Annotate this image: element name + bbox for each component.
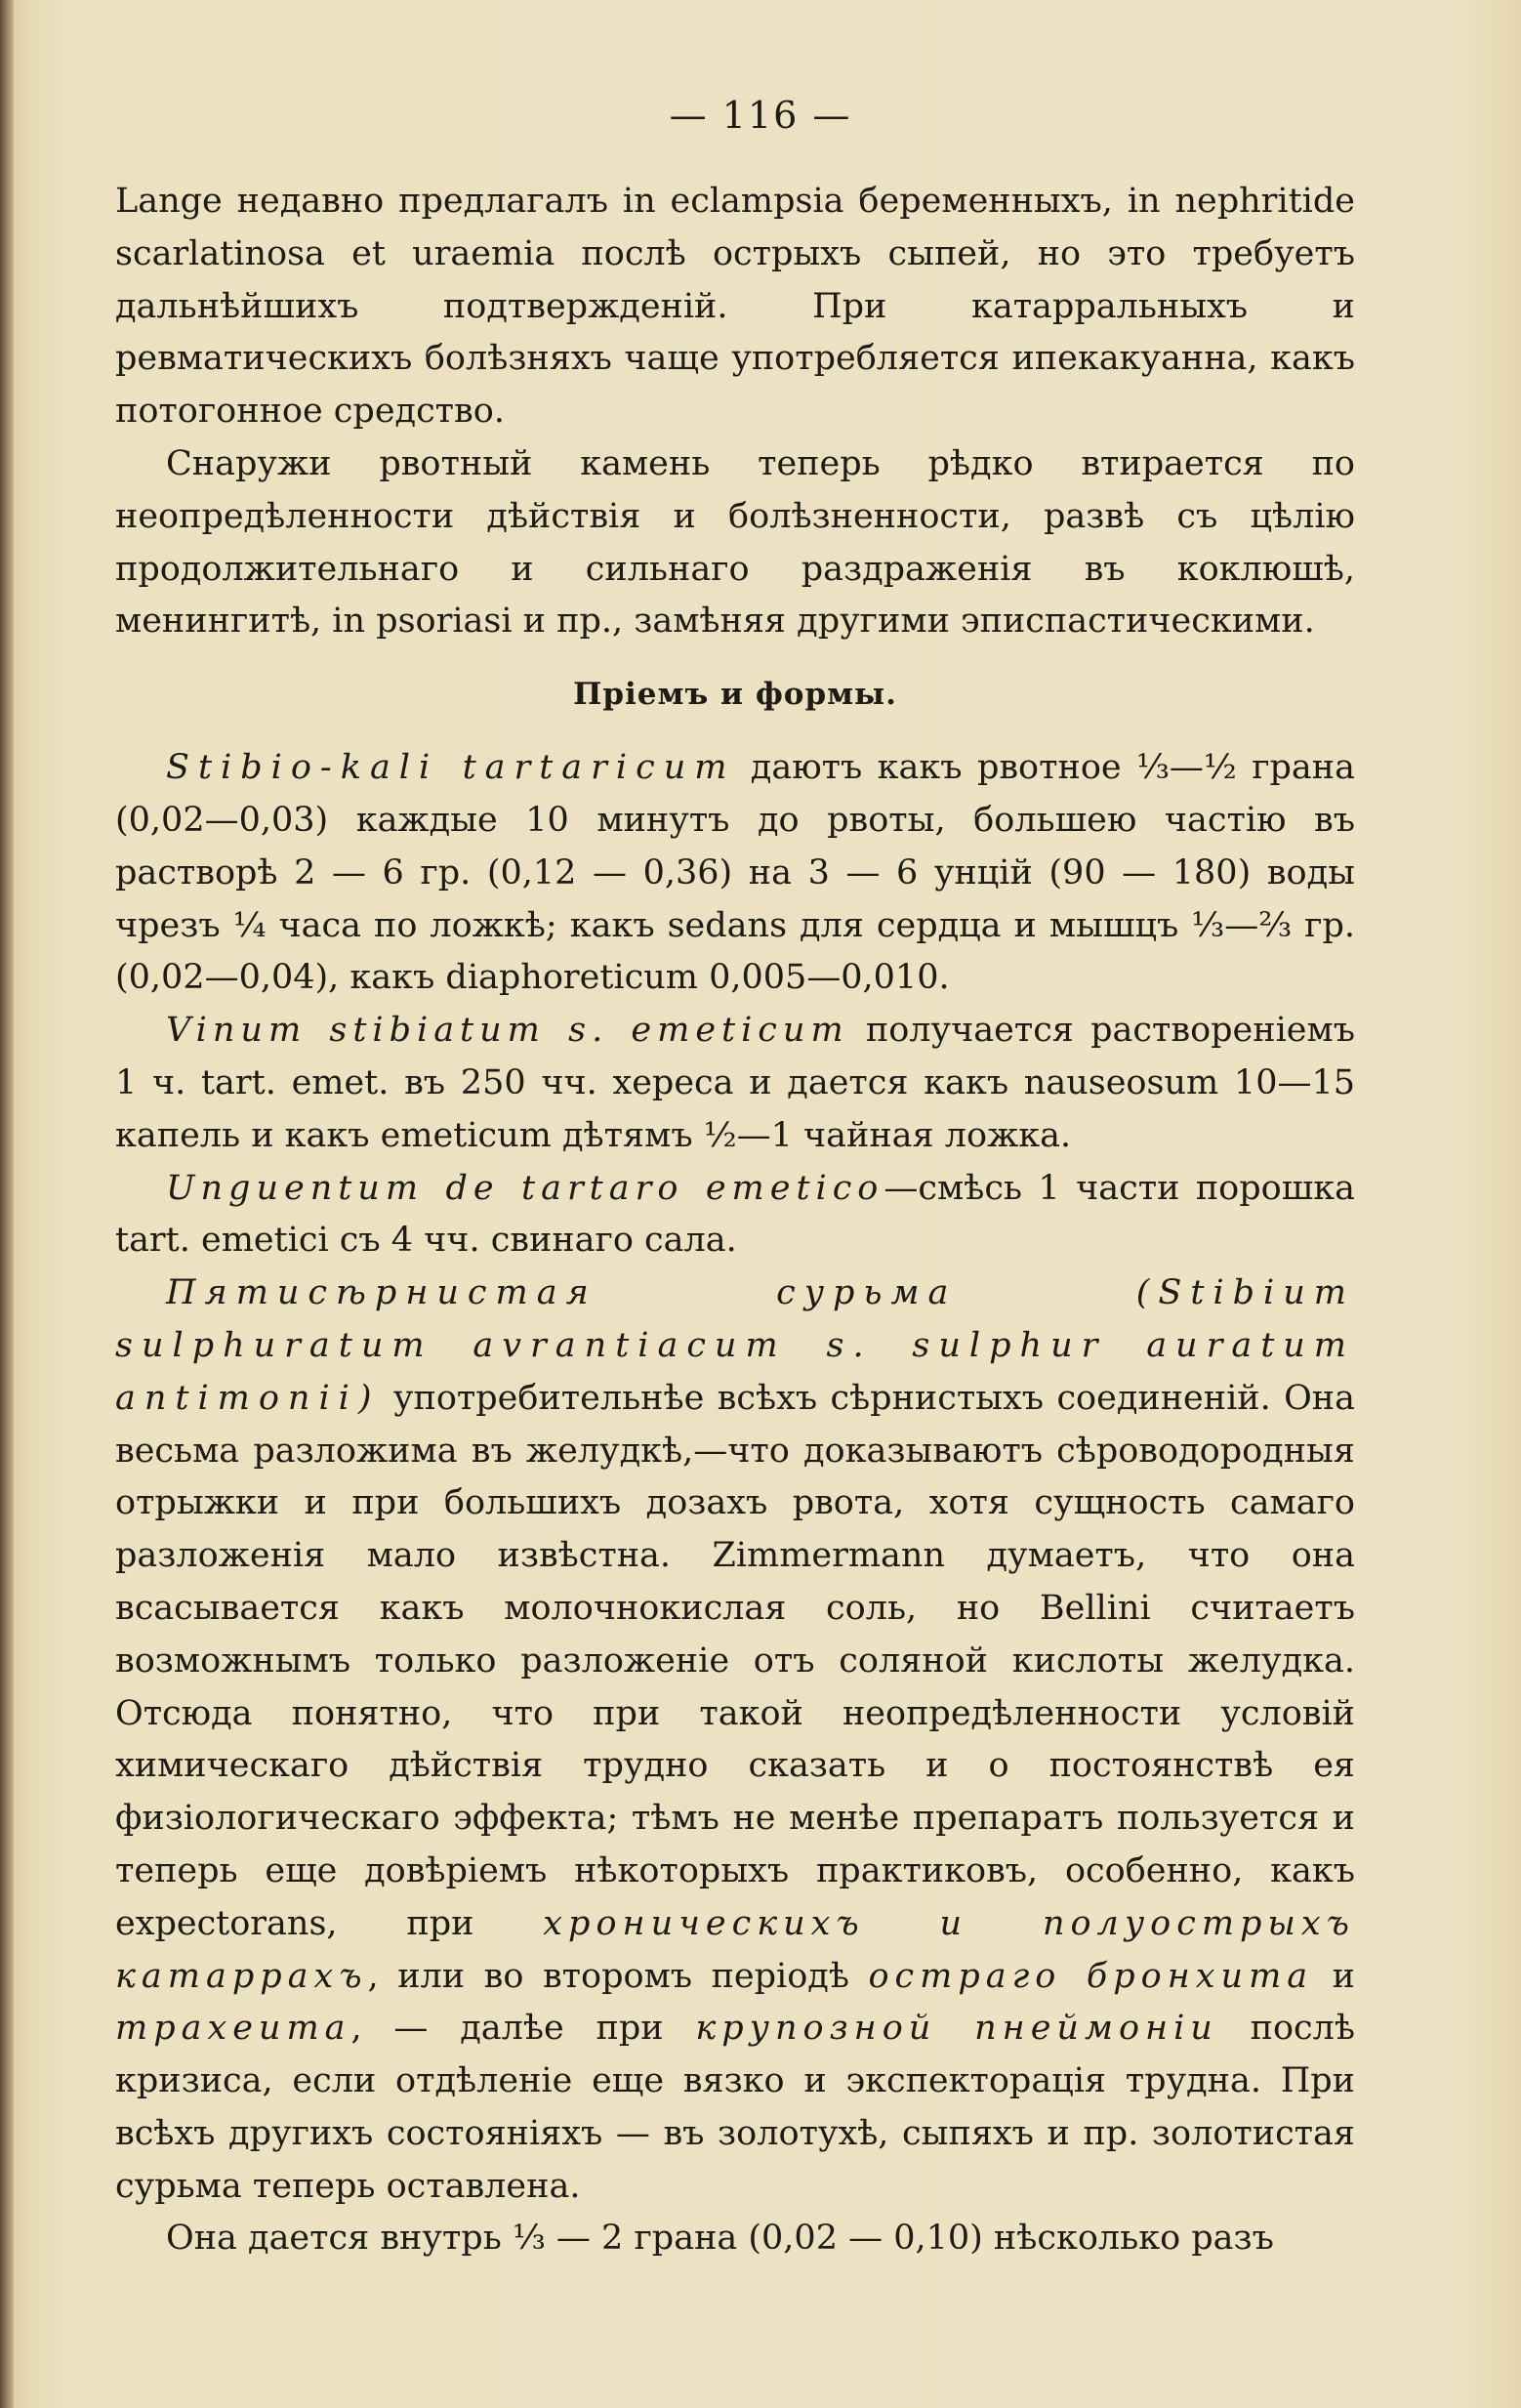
emphasis-term: хроническихъ и полуострыхъ катаррахъ: [115, 1903, 1355, 1996]
paragraph-dosage: [115, 2213, 1355, 2265]
paragraph-text: и: [1313, 1956, 1355, 1996]
page-body: [115, 176, 1355, 2265]
paragraph-text: даютъ какъ рвотное ⅓—½ грана (0,02—0,03) каждые 10 минутъ до рвоты, большею частію въ растворѣ 2 — 6 гр. (0,12 — 0,36) на 3 — 6 унцій (90 — 180) воды чрезъ ¼ часа по ложкѣ; какъ sedans для сердца и мышцъ ⅓—⅔ гр. (0,02—0,04), какъ diaphoreticum 0,005—0,010.: [115, 748, 1355, 998]
paragraph-text: Снаружи рвотный камень теперь рѣдко втирается по неопредѣленности дѣйствія и болѣзненности, развѣ съ цѣлію продолжительнаго и сильнаго раздраженія въ коклюшѣ, менингитѣ, in psoriasi и пр., замѣняя другими эписпастическими.: [115, 443, 1355, 642]
paragraph-text: получается раствореніемъ 1 ч. tart. emet. въ 250 чч. хереса и дается какъ nauseosum 10—15 капель и какъ emeticum дѣтямъ ½—1 чайная ложка.: [115, 1011, 1355, 1155]
paragraph-text: —смѣсь 1 части порошка tart. emetici съ 4 чч. свинаго сала.: [115, 1168, 1355, 1261]
paragraph-text: Она дается внутрь ⅓ — 2 грана (0,02 — 0,10) нѣсколько разъ: [166, 2219, 1274, 2259]
drug-term: Stibio-kali tartaricum: [166, 748, 736, 788]
paragraph-stibium-sulphuratum: [115, 1267, 1355, 2213]
drug-term: Пятисѣрнистая сурьма: [166, 1273, 958, 1313]
page-binding-edge: [0, 0, 14, 2408]
paragraph-stibio-kali: [115, 742, 1355, 1005]
paragraph-external-use: [115, 438, 1355, 648]
section-heading: Пріемъ и формы.: [573, 677, 897, 713]
paragraph-text: , — далѣе при: [350, 2009, 696, 2049]
drug-term: Vinum stibiatum s. emeticum: [166, 1011, 849, 1051]
emphasis-term: крупозной пнеймоніи: [695, 2009, 1218, 2049]
paragraph-lange: [115, 176, 1355, 438]
paragraph-text: , или во второмъ періодѣ: [367, 1956, 869, 1996]
drug-term: Unguentum de tartaro emetico: [166, 1168, 884, 1208]
paragraph-vinum-stibiatum: [115, 1005, 1355, 1162]
paragraph-unguentum: [115, 1163, 1355, 1268]
paragraph-text: послѣ кризиса, если отдѣленіе еще вязко и экспекторація трудна. При всѣхъ другихъ состояніяхъ — въ золотухѣ, сыпяхъ и пр. золотистая сурьма теперь оставлена.: [115, 2009, 1355, 2206]
page-number: — 116 —: [669, 94, 852, 137]
paragraph-text: употребительнѣе всѣхъ сѣрнистыхъ соединеній. Она весьма разложима въ желудкѣ,—что доказываютъ сѣроводородныя отрыжки и при большихъ дозахъ рвота, хотя сущность самаго разложенія мало извѣстна. Zimmermann думаетъ, что она всасывается какъ молочнокислая соль, но Bellini считаетъ возможнымъ только разложеніе отъ соляной кислоты желудка. Отсюда понятно, что при такой неопредѣленности условій химическаго дѣйствія трудно сказать и о постоянствѣ ея физіологическаго эффекта; тѣмъ не менѣе препаратъ пользуется и теперь еще довѣріемъ нѣкоторыхъ практиковъ, особенно, какъ expectorans, при: [115, 1378, 1355, 1943]
emphasis-term: трахеита: [115, 2009, 351, 2049]
emphasis-term: остраго бронхита: [868, 1956, 1314, 1996]
paragraph-text: Lange недавно предлагалъ in eclampsia беременныхъ, in nephritide scarlatinosa et uraemia послѣ острыхъ сыпей, но это требуетъ дальнѣйшихъ подтвержденій. При катарральныхъ и ревматическихъ болѣзняхъ чаще употребляется ипекакуанна, какъ потогонное средство.: [115, 182, 1355, 432]
drug-term-latin: (Stibium sulphuratum avrantiacum s. sulphur auratum antimonii): [115, 1273, 1355, 1418]
